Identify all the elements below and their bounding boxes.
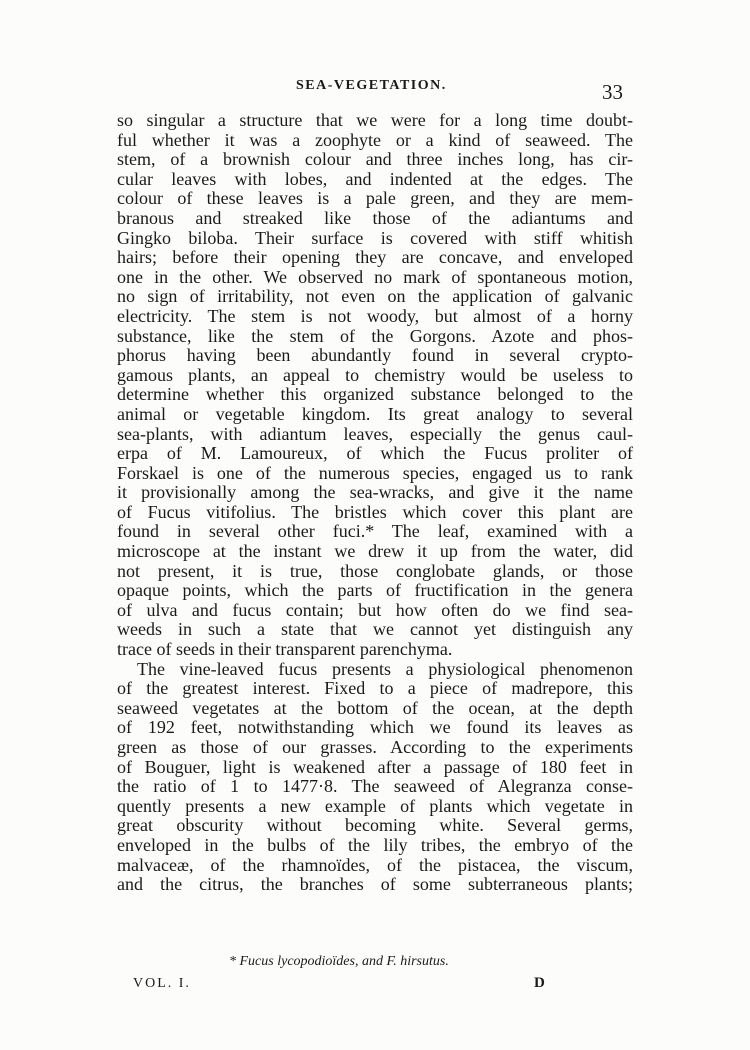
text-line: so singular a structure that we were for a long time doubt- [117, 110, 633, 130]
text-line: green as those of our grasses. According to the experiments [117, 737, 633, 757]
text-line: opaque points, which the parts of fructification in the genera [117, 580, 633, 601]
text-line: animal or vegetable kingdom. Its great analogy to several [117, 403, 633, 424]
text-line: electricity. The stem is not woody, but almost of a horny [117, 305, 633, 326]
text-line: gamous plants, an appeal to chemistry would be useless to [117, 364, 633, 385]
text-line: erpa of M. Lamoureux, of which the Fucus proliter of [117, 443, 633, 464]
text-line: Forskael is one of the numerous species, engaged us to rank [117, 462, 633, 483]
text-line: of 192 feet, notwithstanding which we found its leaves as [117, 717, 633, 738]
paragraph-last-line: trace of seeds in their transparent parenchyma. [117, 639, 453, 660]
gathering-signature: D [534, 975, 545, 991]
text-line: phorus having been abundantly found in several crypto- [117, 345, 633, 366]
text-line: cular leaves with lobes, and indented at the edges. The [117, 168, 633, 189]
text-line: one in the other. We observed no mark of spontaneous motion, [117, 266, 633, 287]
text-line: ful whether it was a zoophyte or a kind of seaweed. The [117, 129, 633, 150]
text-line: colour of these leaves is a pale green, and they are mem- [117, 188, 633, 209]
paragraph-first-line: The vine-leaved fucus presents a physiological phenomenon [137, 658, 633, 679]
text-line: of Fucus vitifolius. The bristles which cover this plant are [117, 501, 633, 522]
text-line: the ratio of 1 to 1477·8. The seaweed of Alegranza conse- [117, 776, 633, 797]
text-line: branous and streaked like those of the adiantums and [117, 207, 633, 228]
body-text [117, 111, 633, 895]
text-line: of the greatest interest. Fixed to a piece of madrepore, this [117, 678, 633, 699]
text-line: no sign of irritability, not even on the application of galvanic [117, 286, 633, 307]
text-line: and the citrus, the branches of some subterraneous plants; [117, 874, 633, 895]
text-line: of ulva and fucus contain; but how often do we find sea- [117, 599, 633, 620]
text-line: sea-plants, with adiantum leaves, especially the genus caul- [117, 423, 633, 444]
running-title: SEA-VEGETATION. [296, 78, 447, 93]
text-line: microscope at the instant we drew it up from the water, did [117, 541, 633, 562]
text-line: great obscurity without becoming white. Several germs, [117, 815, 633, 836]
text-line: malvaceæ, of the rhamnoïdes, of the pistacea, the viscum, [117, 854, 633, 875]
text-line: hairs; before their opening they are concave, and enveloped [117, 247, 633, 268]
volume-signature: VOL. I. [133, 976, 191, 991]
text-line: seaweed vegetates at the bottom of the ocean, at the depth [117, 697, 633, 718]
text-line: Gingko biloba. Their surface is covered with stiff whitish [117, 227, 633, 248]
text-line: enveloped in the bulbs of the lily tribes, the embryo of the [117, 834, 633, 855]
text-line: of Bouguer, light is weakened after a passage of 180 feet in [117, 756, 633, 777]
text-line: quently presents a new example of plants which vegetate in [117, 795, 633, 816]
text-line: weeds in such a state that we cannot yet distinguish any [117, 619, 633, 640]
text-line: found in several other fuci.* The leaf, examined with a [117, 521, 633, 542]
footnote: * Fucus lycopodioïdes, and F. hirsutus. [229, 954, 449, 969]
page-number: 33 [602, 80, 623, 104]
text-line: substance, like the stem of the Gorgons. Azote and phos- [117, 325, 633, 346]
text-line: determine whether this organized substance belonged to the [117, 384, 633, 405]
text-line: it provisionally among the sea-wracks, and give it the name [117, 482, 633, 503]
text-line: stem, of a brownish colour and three inches long, has cir- [117, 149, 633, 170]
text-line: not present, it is true, those conglobate glands, or those [117, 560, 633, 581]
